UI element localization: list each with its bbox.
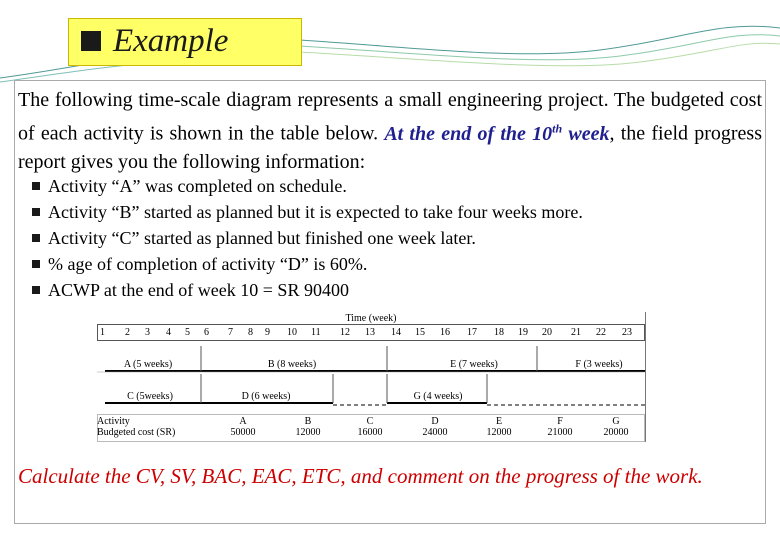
week-tick-label: 23: [622, 327, 632, 338]
progress-report-list: [30, 173, 750, 303]
bullet-square-icon: [32, 260, 40, 268]
week-tick-label: 4: [166, 327, 171, 338]
cost-cell-f: F 21000: [547, 416, 573, 438]
time-axis-label: Time (week): [345, 313, 397, 324]
bar-label-f: F (3 weeks): [575, 359, 623, 370]
cost-cell-e: E 12000: [486, 416, 512, 438]
intro-text-2: , the field progress report gives you the following information:: [18, 122, 762, 173]
week-tick-label: 14: [391, 327, 401, 338]
bullet-square-icon: [32, 234, 40, 242]
bar-label-c: C (5weeks): [127, 391, 173, 402]
intro-paragraph: [18, 86, 762, 176]
list-item: % age of completion of activity “D” is 60%.: [30, 251, 750, 277]
bullet-square-icon: [32, 182, 40, 190]
list-item: Activity “C” started as planned but finished one week later.: [30, 225, 750, 251]
cost-cell-c: C 16000: [357, 416, 383, 438]
week-tick-label: 10: [287, 327, 297, 338]
week-tick-label: 3: [145, 327, 150, 338]
intro-emphasis: At the end of the 10th week: [384, 121, 610, 145]
week-tick-label: 19: [518, 327, 528, 338]
week-tick-label: 8: [248, 327, 253, 338]
bullet-square-icon: [32, 208, 40, 216]
week-tick-label: 6: [204, 327, 209, 338]
cost-table-row-labels: [97, 416, 175, 438]
cost-cell-d: D 24000: [422, 416, 448, 438]
week-tick-label: 9: [265, 327, 270, 338]
slide-title: Example: [113, 23, 229, 59]
slide-title-box: [68, 18, 302, 66]
week-tick-label: 15: [415, 327, 425, 338]
row-label-activity: Activity: [97, 416, 130, 427]
cost-cell-a: A 50000: [230, 416, 256, 438]
bullet-square-icon: [32, 286, 40, 294]
week-tick-label: 18: [494, 327, 504, 338]
bullet-square-icon: [81, 31, 101, 51]
list-item: Activity “B” started as planned but it is expected to take four weeks more.: [30, 199, 750, 225]
week-tick-label: 20: [542, 327, 552, 338]
list-item: Activity “A” was completed on schedule.: [30, 173, 750, 199]
week-tick-label: 7: [228, 327, 233, 338]
week-tick-label: 5: [185, 327, 190, 338]
cost-cell-b: B 12000: [295, 416, 321, 438]
question-text: Calculate the CV, SV, BAC, EAC, ETC, and comment on the progress of the work.: [18, 464, 703, 488]
bar-label-a: A (5 weeks): [123, 359, 173, 370]
week-tick-label: 22: [596, 327, 606, 338]
bar-label-d: D (6 weeks): [241, 391, 291, 402]
week-tick-label: 21: [571, 327, 581, 338]
list-item: ACWP at the end of week 10 = SR 90400: [30, 277, 750, 303]
week-tick-label: 17: [467, 327, 477, 338]
bar-label-b: B (8 weeks): [267, 359, 317, 370]
time-scale-diagram: [97, 312, 646, 442]
week-tick-label: 13: [365, 327, 375, 338]
week-tick-label: 2: [125, 327, 130, 338]
week-tick-label: 1: [100, 327, 105, 338]
intro-text-1: The following time-scale diagram represents a small engineering project. The budgeted cost of each activity is shown in the table below.: [18, 89, 762, 145]
row-label-budgeted-cost: Budgeted cost (SR): [97, 427, 176, 438]
week-tick-label: 16: [440, 327, 450, 338]
bar-label-g: G (4 weeks): [413, 391, 463, 402]
week-tick-label: 12: [340, 327, 350, 338]
cost-cell-g: G 20000: [603, 416, 629, 438]
bar-label-e: E (7 weeks): [450, 359, 498, 370]
week-tick-label: 11: [311, 327, 321, 338]
